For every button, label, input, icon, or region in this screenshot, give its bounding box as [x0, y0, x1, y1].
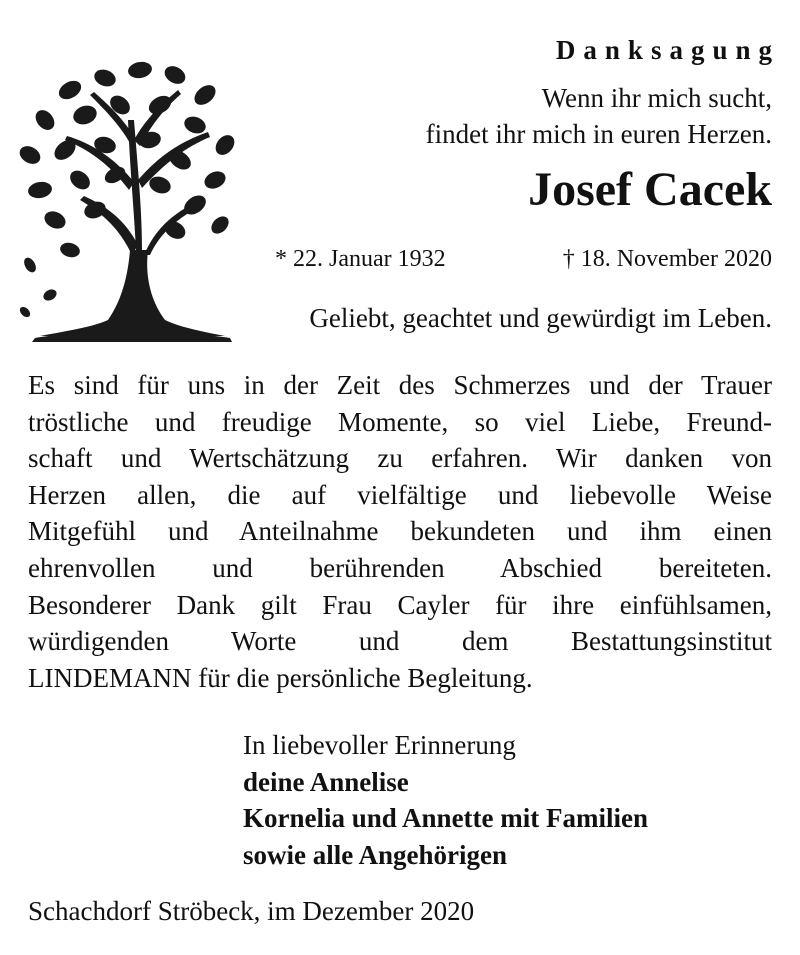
header	[252, 30, 780, 218]
tagline: Geliebt, geachtet und gewürdigt im Leben.	[309, 303, 772, 333]
thanks-text	[28, 367, 772, 696]
text-line: Besonderer Dank gilt Frau Cayler für ihre einfühlsamen,	[28, 589, 772, 620]
text-line: schaft und Wertschätzung zu erfahren. Wir danken von	[28, 443, 772, 474]
motto	[252, 80, 772, 152]
text-line: tröstliche und freudige Momente, so viel Liebe, Freund-	[28, 406, 772, 437]
signature-name: sowie alle Angehörigen	[243, 839, 507, 870]
place-date: Schachdorf Ströbeck, im Dezember 2020	[28, 896, 475, 926]
text-line: LINDEMANN für die persönliche Begleitung.	[28, 662, 533, 693]
death-date: † 18. November 2020	[562, 246, 772, 272]
motto-line: findet ihr mich in euren Herzen.	[425, 119, 772, 149]
signature-block	[243, 727, 648, 873]
text-line: Herzen allen, die auf vielfältige und liebevolle Weise	[28, 479, 772, 510]
text-line: Mitgefühl und Anteilnahme bekundeten und ihm einen	[28, 516, 772, 547]
text-line: würdigenden Worte und dem Bestattungsinstitut	[28, 626, 772, 657]
notice-title: Danksagung	[555, 35, 780, 65]
signature-name: Kornelia und Annette mit Familien	[243, 803, 648, 833]
text-line: Es sind für uns in der Zeit des Schmerzes und der Trauer	[28, 370, 772, 400]
text-line: ehrenvollen und berührenden Abschied bereiteten.	[28, 552, 772, 583]
life-dates	[275, 243, 772, 275]
birth-date: * 22. Januar 1932	[275, 246, 446, 272]
signature-name: deine Annelise	[243, 766, 409, 797]
deceased-name: Josef Cacek	[528, 163, 772, 216]
motto-line: Wenn ihr mich sucht,	[541, 83, 772, 113]
tree-icon	[10, 50, 250, 345]
signature-intro: In liebevoller Erinnerung	[243, 730, 516, 760]
